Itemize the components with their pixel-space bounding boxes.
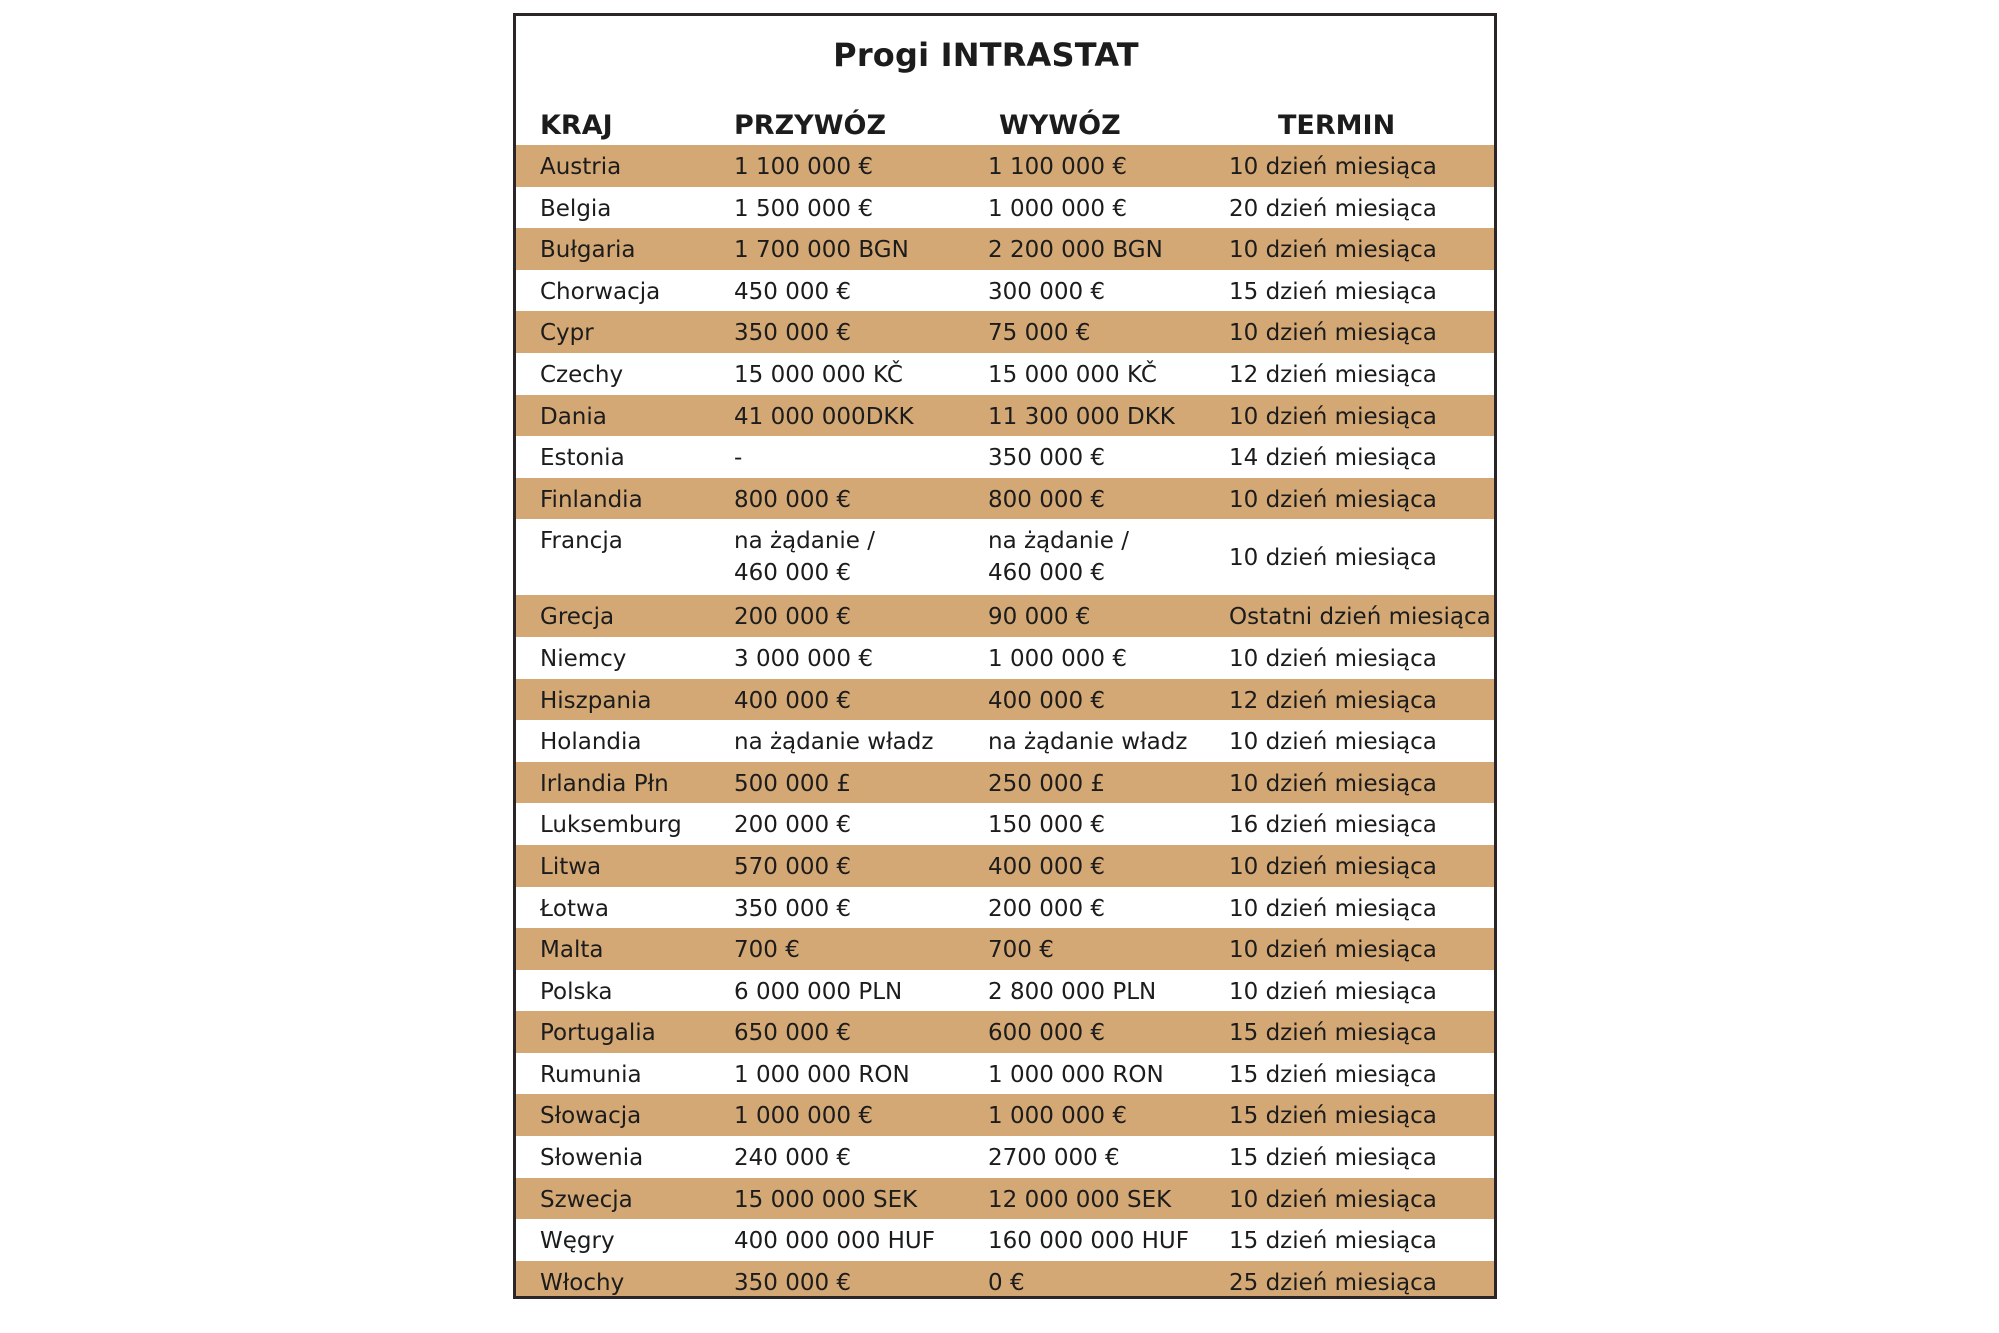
cell-przywoz: 3 000 000 € [734,645,873,672]
cell-przywoz: 200 000 € [734,812,852,839]
cell-przywoz: 15 000 000 SEK [734,1186,918,1213]
cell-wywoz: 1 100 000 € [988,154,1127,180]
cell-wywoz: 250 000 £ [988,770,1106,797]
cell-termin: 16 dzień miesiąca [1229,812,1437,839]
cell-kraj: Grecja [540,604,615,631]
cell-wywoz: 600 000 € [988,1020,1106,1047]
cell-przywoz: 240 000 € [734,1145,852,1172]
cell-przywoz: 1 700 000 BGN [734,237,909,264]
table-row [516,395,1494,437]
cell-termin: 15 dzień miesiąca [1229,278,1437,305]
cell-przywoz: 400 000 000 HUF [734,1228,935,1255]
cell-wywoz: 2700 000 € [988,1145,1120,1172]
cell-kraj: Cypr [540,320,594,347]
cell-kraj: Holandia [540,729,642,756]
cell-wywoz: 200 000 € [988,895,1106,922]
cell-wywoz: 2 800 000 PLN [988,978,1157,1005]
cell-termin: 15 dzień miesiąca [1229,1020,1437,1047]
cell-termin: 10 dzień miesiąca [1229,320,1437,347]
header-przywoz: PRZYWÓZ [734,110,887,141]
table-row [516,1053,1494,1095]
cell-wywoz: 150 000 € [988,812,1106,839]
cell-wywoz-line2: 460 000 € [988,560,1106,587]
cell-wywoz: 350 000 € [988,445,1106,472]
cell-termin: 10 dzień miesiąca [1229,770,1437,797]
cell-kraj: Irlandia Płn [540,770,669,797]
cell-przywoz: 6 000 000 PLN [734,978,903,1005]
cell-kraj: Estonia [540,445,625,472]
cell-termin: 10 dzień miesiąca [1229,645,1437,672]
cell-termin: 10 dzień miesiąca [1229,545,1437,572]
table-header [516,110,1494,150]
cell-przywoz: 1 000 000 RON [734,1061,910,1088]
cell-wywoz: 15 000 000 KČ [988,361,1157,388]
cell-wywoz: 75 000 € [988,320,1091,347]
cell-przywoz: 570 000 € [734,853,852,880]
cell-przywoz: 650 000 € [734,1020,852,1047]
table-row [516,1219,1494,1261]
cell-przywoz: na żądanie władz [734,729,934,756]
cell-wywoz: 160 000 000 HUF [988,1228,1189,1255]
cell-przywoz: 350 000 € [734,1269,852,1296]
cell-kraj: Włochy [540,1269,625,1296]
cell-termin: 15 dzień miesiąca [1229,1228,1437,1255]
cell-kraj: Francja [540,528,623,555]
page-title: Progi INTRASTAT [833,36,1139,74]
cell-wywoz: 2 200 000 BGN [988,237,1163,264]
cell-termin: 15 dzień miesiąca [1229,1145,1437,1172]
table-row [516,436,1494,478]
cell-kraj: Szwecja [540,1186,633,1213]
cell-przywoz: 350 000 € [734,320,852,347]
table-row [516,803,1494,845]
cell-wywoz [988,525,1129,589]
cell-kraj: Niemcy [540,645,627,672]
cell-wywoz: 12 000 000 SEK [988,1186,1172,1213]
cell-termin: 25 dzień miesiąca [1229,1269,1437,1296]
cell-termin: 10 dzień miesiąca [1229,403,1437,430]
cell-termin: 12 dzień miesiąca [1229,361,1437,388]
cell-termin: 20 dzień miesiąca [1229,195,1437,222]
cell-wywoz: na żądanie władz [988,729,1188,756]
cell-termin: 10 dzień miesiąca [1229,937,1437,964]
cell-termin: 12 dzień miesiąca [1229,687,1437,714]
cell-kraj: Dania [540,403,607,430]
cell-kraj: Słowenia [540,1145,644,1172]
table-row [516,270,1494,312]
table-row [516,1261,1494,1299]
cell-kraj: Węgry [540,1228,615,1255]
cell-przywoz-line2: 460 000 € [734,560,852,587]
table-row [516,595,1494,637]
cell-wywoz: 1 000 000 € [988,195,1127,222]
cell-przywoz: 41 000 000DKK [734,403,914,430]
table-body [516,145,1494,1299]
cell-termin: 10 dzień miesiąca [1229,895,1437,922]
cell-termin: 15 dzień miesiąca [1229,1103,1437,1130]
cell-przywoz: - [734,445,743,472]
table-row [516,1136,1494,1178]
table-row [516,311,1494,353]
table-row [516,145,1494,187]
table-row [516,1011,1494,1053]
cell-termin: 10 dzień miesiąca [1229,978,1437,1005]
cell-wywoz-line1: na żądanie / [988,528,1130,555]
cell-przywoz: 1 000 000 € [734,1103,873,1130]
cell-termin: 10 dzień miesiąca [1229,1186,1437,1213]
cell-przywoz: 15 000 000 KČ [734,361,903,388]
cell-termin: 10 dzień miesiąca [1229,486,1437,513]
cell-przywoz: 1 500 000 € [734,195,873,222]
table-row [516,928,1494,970]
cell-przywoz: 700 € [734,937,800,964]
table-row [516,970,1494,1012]
table-row [516,679,1494,721]
cell-kraj: Litwa [540,853,602,880]
cell-wywoz: 0 € [988,1269,1025,1296]
cell-wywoz: 1 000 000 € [988,1103,1127,1130]
cell-wywoz: 300 000 € [988,278,1106,305]
table-row [516,762,1494,804]
table-row [516,637,1494,679]
table-row [516,519,1494,595]
cell-kraj: Finlandia [540,486,643,513]
cell-kraj: Belgia [540,195,612,222]
cell-kraj: Chorwacja [540,278,661,305]
cell-wywoz: 800 000 € [988,486,1106,513]
cell-przywoz: 1 100 000 € [734,154,873,180]
cell-termin: 10 dzień miesiąca [1229,853,1437,880]
cell-termin: 10 dzień miesiąca [1229,237,1437,264]
cell-przywoz: 200 000 € [734,604,852,631]
table-row [516,228,1494,270]
cell-przywoz: 450 000 € [734,278,852,305]
cell-kraj: Malta [540,937,604,964]
cell-przywoz [734,525,875,589]
cell-termin: 10 dzień miesiąca [1229,154,1437,180]
table-row [516,478,1494,520]
cell-termin: 10 dzień miesiąca [1229,729,1437,756]
intrastat-table-card [513,13,1497,1299]
header-wywoz: WYWÓZ [999,110,1121,141]
cell-wywoz: 400 000 € [988,853,1106,880]
cell-wywoz: 90 000 € [988,604,1091,631]
cell-wywoz: 1 000 000 € [988,645,1127,672]
cell-kraj: Hiszpania [540,687,652,714]
cell-wywoz: 700 € [988,937,1054,964]
table-row [516,1094,1494,1136]
cell-kraj: Czechy [540,361,624,388]
table-row [516,887,1494,929]
cell-wywoz: 11 300 000 DKK [988,403,1175,430]
table-row [516,720,1494,762]
table-row [516,845,1494,887]
header-termin: TERMIN [1278,110,1396,141]
cell-termin: Ostatni dzień miesiąca [1229,604,1491,631]
cell-wywoz: 1 000 000 RON [988,1061,1164,1088]
cell-termin: 14 dzień miesiąca [1229,445,1437,472]
cell-przywoz-line1: na żądanie / [734,528,876,555]
cell-przywoz: 350 000 € [734,895,852,922]
cell-przywoz: 500 000 £ [734,770,852,797]
cell-termin: 15 dzień miesiąca [1229,1061,1437,1088]
cell-kraj: Luksemburg [540,812,682,839]
table-row [516,1178,1494,1220]
cell-kraj: Słowacja [540,1103,642,1130]
cell-przywoz: 800 000 € [734,486,852,513]
cell-kraj: Rumunia [540,1061,642,1088]
header-kraj: KRAJ [540,110,613,141]
table-row [516,187,1494,229]
cell-kraj: Polska [540,978,613,1005]
cell-kraj: Portugalia [540,1020,656,1047]
cell-kraj: Łotwa [540,895,609,922]
cell-wywoz: 400 000 € [988,687,1106,714]
cell-kraj: Bułgaria [540,237,636,264]
cell-kraj: Austria [540,154,622,180]
table-row [516,353,1494,395]
cell-przywoz: 400 000 € [734,687,852,714]
